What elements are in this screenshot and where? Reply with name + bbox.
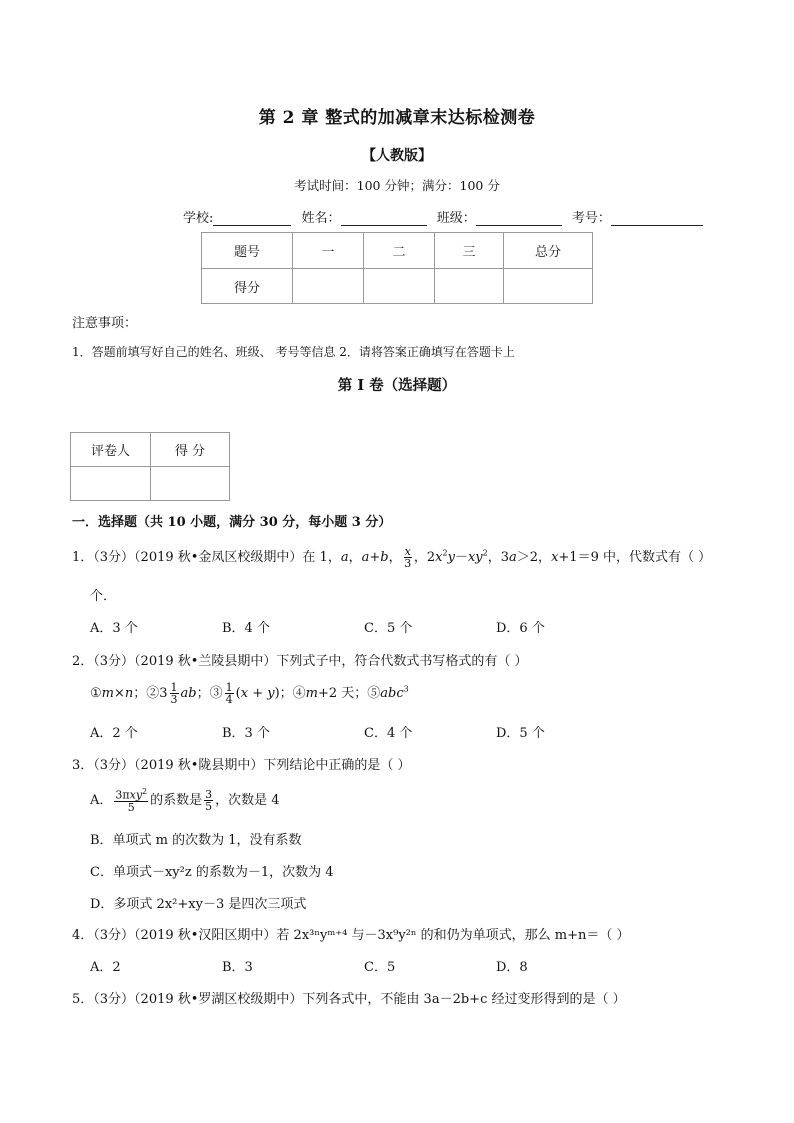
question-4-option-a[interactable]: A．2 [90,960,121,975]
question-3-stem: 3．（3分）（2019 秋•陇县期中）下列结论中正确的是（ ） [72,758,411,773]
question-1-option-d[interactable]: D．6 个 [496,621,545,636]
question-3-option-a[interactable]: A． $\frac{3\pi xy^2}{5}$ 的系数是 $\frac{3}{5}$ ，次数是 4 [90,787,280,814]
name-label: 姓名： [301,211,341,226]
question-2-expressions: ①m×n；②3 $\frac{1}{3}$ ab；③ $\frac{1}{4}$ (x + y)；④m+2 天；⑤abc$^3$ [90,681,409,706]
school-label: 学校: [183,211,214,226]
score-cell[interactable] [364,269,435,304]
score-header: 二 [364,233,435,269]
name-blank[interactable] [341,211,427,226]
score-header: 一 [293,233,364,269]
score-header: 三 [435,233,504,269]
question-2-stem: 2．（3分）（2019 秋•兰陵县期中）下列式子中，符合代数式书写格式的有（ ） [72,654,528,669]
question-2-option-a[interactable]: A．2 个 [90,726,138,741]
grader-cell[interactable] [71,467,151,501]
question-2-option-c[interactable]: C．4 个 [364,726,413,741]
question-4-option-c[interactable]: C．5 [364,960,396,975]
grader-header: 得 分 [151,433,230,467]
notice-text: 1．答题前填写好自己的姓名、班级、 考号等信息 2．请将答案正确填写在答题卡上 [72,345,515,359]
question-1-option-c[interactable]: C．5 个 [364,621,413,636]
question-5-stem: 5．（3分）（2019 秋•罗湖区校级期中）下列各式中，不能由 3a－2b+c 经过变形得到的是（ ） [72,992,626,1007]
score-cell[interactable] [435,269,504,304]
question-1-stem: 1．（3分）（2019 秋•金凤区校级期中）在 1，a，a+b， $\frac{x}{3}$ ，$2x^2y-xy^2$，3a＞2，x+1＝9 中，代数式有（ ） [72,545,712,570]
class-label: 班级： [436,211,476,226]
section-title: 第 I 卷（选择题） [337,377,457,394]
grader-table [70,432,230,501]
question-1-option-a[interactable]: A．3 个 [90,621,138,636]
score-cell[interactable] [293,269,364,304]
grader-cell[interactable] [151,467,230,501]
school-blank[interactable] [213,211,291,226]
score-row-label: 得分 [202,269,293,304]
score-table [201,232,593,304]
score-header: 总分 [504,233,593,269]
question-3-option-c[interactable]: C．单项式－xy²z 的系数为－1，次数为 4 [90,865,334,880]
number-label: 考号： [571,211,611,226]
question-2-option-b[interactable]: B．3 个 [222,726,270,741]
question-4-stem: 4．（3分）（2019 秋•汉阳区期中）若 2x³ⁿyᵐ⁺⁴ 与－3x⁹y²ⁿ 的和仍为单项式，那么 m+n＝（ ） [72,928,630,943]
student-info-row [183,207,703,226]
part-heading: 一．选择题（共 10 小题，满分 30 分，每小题 3 分） [72,515,392,530]
question-3-option-b[interactable]: B．单项式 m 的次数为 1，没有系数 [90,833,302,848]
score-cell[interactable] [504,269,593,304]
question-1-option-b[interactable]: B．4 个 [222,621,270,636]
edition-label: 【人教版】 [362,148,432,164]
question-1-cont: 个． [90,589,117,604]
notice-label: 注意事项： [72,316,138,331]
page-title: 第 2 章 整式的加减章末达标检测卷 [258,108,536,128]
question-4-option-b[interactable]: B．3 [222,960,253,975]
grader-header: 评卷人 [71,433,151,467]
question-2-option-d[interactable]: D．5 个 [496,726,545,741]
question-3-option-d[interactable]: D．多项式 2x²+xy－3 是四次三项式 [90,897,307,912]
exam-info: 考试时间：100 分钟；满分：100 分 [294,178,500,193]
score-header: 题号 [202,233,293,269]
class-blank[interactable] [476,211,562,226]
number-blank[interactable] [611,211,703,226]
question-4-option-d[interactable]: D．8 [496,960,528,975]
